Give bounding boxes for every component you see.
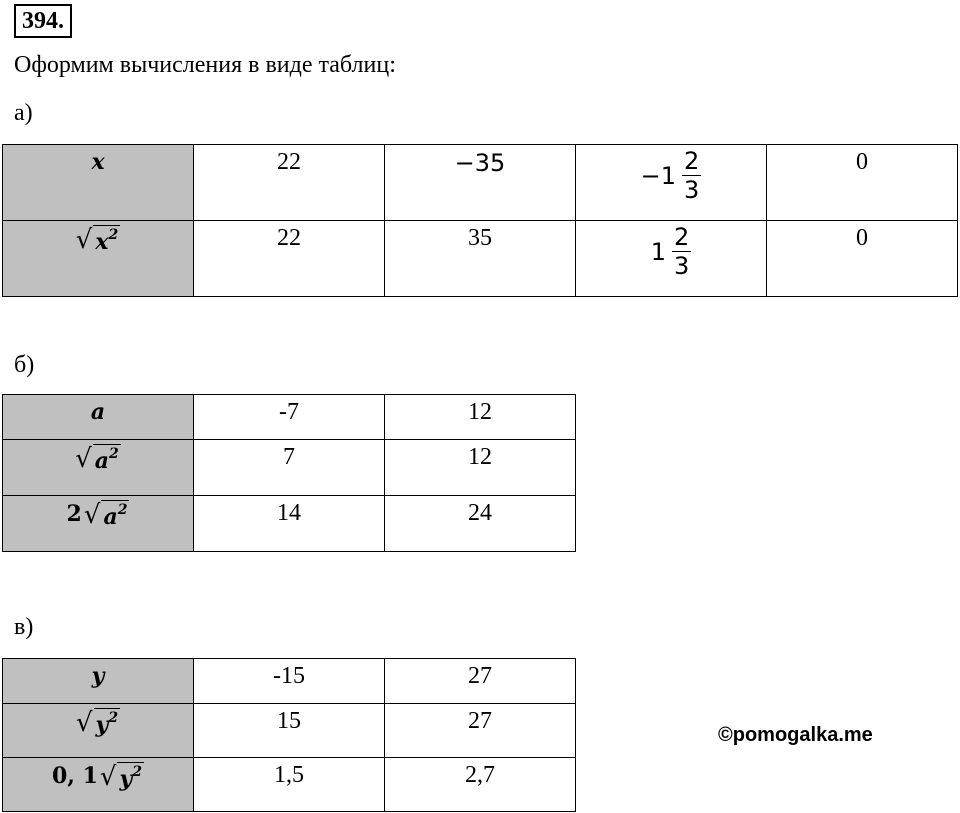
row-header-a: a bbox=[3, 395, 194, 440]
row-header-x: x bbox=[3, 145, 194, 221]
section-label-a: а) bbox=[14, 100, 33, 126]
row-header-sqrt-a2: √ $a^2$ bbox=[3, 440, 194, 496]
table-cell: 27 bbox=[385, 659, 576, 704]
table-cell: −35 bbox=[385, 145, 576, 221]
section-label-c: в) bbox=[14, 614, 34, 640]
row-header-sqrt-y2: √ $y^2$ bbox=[3, 704, 194, 758]
table-row bbox=[3, 440, 576, 496]
table-cell: 7 bbox=[194, 440, 385, 496]
row-header-01sqrt-y2: 0, 1 √ $y^2$ bbox=[3, 758, 194, 812]
table-cell: 12 bbox=[385, 395, 576, 440]
table-cell: 24 bbox=[385, 496, 576, 552]
table-cell: 22 bbox=[194, 221, 385, 297]
table-b bbox=[2, 394, 576, 552]
table-cell: 2,7 bbox=[385, 758, 576, 812]
table-row bbox=[3, 659, 576, 704]
table-cell: 1,5 bbox=[194, 758, 385, 812]
problem-number: 394. bbox=[14, 4, 72, 38]
table-a bbox=[2, 144, 958, 297]
table-cell-mixed-fraction: −1 $\frac{2}{3}$ bbox=[576, 145, 767, 221]
table-cell-mixed-fraction: 1 $\frac{2}{3}$ bbox=[576, 221, 767, 297]
table-cell: 0 bbox=[767, 221, 958, 297]
table-c bbox=[2, 658, 576, 812]
table-row bbox=[3, 221, 958, 297]
table-row bbox=[3, 496, 576, 552]
table-cell: 35 bbox=[385, 221, 576, 297]
intro-text: Оформим вычисления в виде таблиц: bbox=[14, 52, 396, 78]
table-cell: 27 bbox=[385, 704, 576, 758]
row-header-2sqrt-a2: 2 √ $a^2$ bbox=[3, 496, 194, 552]
row-header-y: y bbox=[3, 659, 194, 704]
table-cell: 0 bbox=[767, 145, 958, 221]
section-label-b: б) bbox=[14, 352, 35, 378]
table-cell: -7 bbox=[194, 395, 385, 440]
table-cell: 12 bbox=[385, 440, 576, 496]
table-cell: 22 bbox=[194, 145, 385, 221]
table-row bbox=[3, 704, 576, 758]
row-header-sqrt-x2: √ $x^2$ bbox=[3, 221, 194, 297]
table-cell: 15 bbox=[194, 704, 385, 758]
watermark: ©pomogalka.me bbox=[718, 724, 873, 746]
table-row bbox=[3, 395, 576, 440]
table-row bbox=[3, 145, 958, 221]
table-cell: -15 bbox=[194, 659, 385, 704]
table-cell: 14 bbox=[194, 496, 385, 552]
table-row bbox=[3, 758, 576, 812]
